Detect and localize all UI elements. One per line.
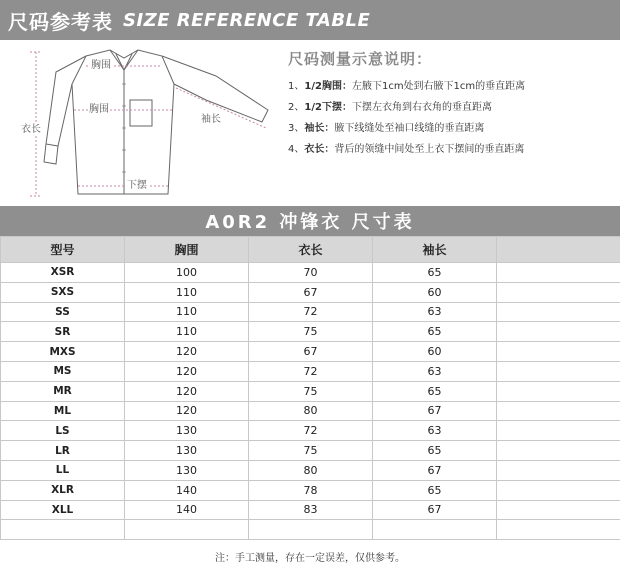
- length-cell: 78: [249, 480, 373, 500]
- size-cell: XLR: [1, 480, 125, 500]
- sleeve-cell: [373, 520, 497, 540]
- empty-cell: [497, 381, 620, 401]
- chest-cell: [125, 520, 249, 540]
- note-item: [288, 123, 614, 135]
- size-cell: ML: [1, 401, 125, 421]
- table-row: [1, 381, 620, 401]
- note-item: [288, 81, 614, 93]
- sleeve-cell: 63: [373, 421, 497, 441]
- column-header: 胸围: [125, 237, 249, 263]
- note-num: 3、: [288, 123, 305, 134]
- header-title-zh: 尺码参考表: [8, 9, 113, 34]
- chest-cell: 100: [125, 263, 249, 283]
- notes-title: 尺码测量示意说明：: [288, 50, 433, 68]
- chest-cell: 120: [125, 361, 249, 381]
- chest-cell: 130: [125, 460, 249, 480]
- empty-cell: [497, 421, 620, 441]
- column-header: 袖长: [373, 237, 497, 263]
- header-title-en: SIZE REFERENCE TABLE: [123, 9, 371, 31]
- empty-cell: [497, 460, 620, 480]
- note-key: 袖长：: [304, 123, 335, 134]
- length-cell: 67: [249, 282, 373, 302]
- sleeve-cell: 60: [373, 342, 497, 362]
- chest-cell: 120: [125, 381, 249, 401]
- empty-cell: [497, 480, 620, 500]
- column-header: 衣长: [249, 237, 373, 263]
- empty-cell: [497, 263, 620, 283]
- table-title: A0R2 冲锋衣 尺寸表: [0, 206, 620, 236]
- table-row: [1, 302, 620, 322]
- table-row: [1, 322, 620, 342]
- size-cell: XSR: [1, 263, 125, 283]
- sleeve-cell: 63: [373, 302, 497, 322]
- sleeve-cell: 67: [373, 500, 497, 520]
- table-row: [1, 421, 620, 441]
- size-cell: [1, 520, 125, 540]
- chest-cell: 130: [125, 441, 249, 461]
- size-cell: MS: [1, 361, 125, 381]
- table-row: [1, 263, 620, 283]
- diagram-label-length: 衣长: [21, 124, 41, 135]
- note-item: [288, 144, 614, 156]
- note-key: 1/2胸围：: [304, 81, 352, 92]
- length-cell: 80: [249, 460, 373, 480]
- header-bar: [0, 0, 620, 40]
- length-cell: 72: [249, 361, 373, 381]
- size-cell: MXS: [1, 342, 125, 362]
- size-cell: LS: [1, 421, 125, 441]
- chest-cell: 110: [125, 282, 249, 302]
- length-cell: 83: [249, 500, 373, 520]
- note-num: 2、: [288, 102, 305, 113]
- table-row: [1, 401, 620, 421]
- length-cell: 75: [249, 441, 373, 461]
- table-row: [1, 480, 620, 500]
- table-row: [1, 441, 620, 461]
- table-row: [1, 500, 620, 520]
- column-header: [497, 237, 620, 263]
- length-cell: 67: [249, 342, 373, 362]
- footnote: 注：手工测量，存在一定误差，仅供参考。: [215, 553, 405, 564]
- length-cell: [249, 520, 373, 540]
- sleeve-cell: 63: [373, 361, 497, 381]
- table-row: [1, 282, 620, 302]
- sleeve-cell: 67: [373, 401, 497, 421]
- shirt-diagram: [6, 44, 276, 204]
- length-cell: 80: [249, 401, 373, 421]
- note-text: 左腋下1cm处到右腋下1cm的垂直距离: [351, 81, 526, 92]
- measurement-notes: [288, 48, 614, 165]
- empty-cell: [497, 322, 620, 342]
- table-row: [1, 460, 620, 480]
- sleeve-cell: 65: [373, 322, 497, 342]
- empty-cell: [497, 361, 620, 381]
- size-table: [0, 236, 620, 540]
- sleeve-cell: 67: [373, 460, 497, 480]
- sleeve-cell: 60: [373, 282, 497, 302]
- size-cell: LR: [1, 441, 125, 461]
- sleeve-cell: 65: [373, 480, 497, 500]
- sleeve-cell: 65: [373, 441, 497, 461]
- empty-cell: [497, 520, 620, 540]
- sleeve-cell: 65: [373, 263, 497, 283]
- diagram-label-hem: 下摆: [127, 180, 147, 191]
- note-key: 1/2下摆：: [304, 102, 352, 113]
- size-cell: SR: [1, 322, 125, 342]
- diagram-label-chest-top: 胸围: [91, 60, 111, 71]
- length-cell: 72: [249, 421, 373, 441]
- length-cell: 75: [249, 322, 373, 342]
- size-cell: SXS: [1, 282, 125, 302]
- table-header-row: [1, 237, 620, 263]
- note-item: [288, 102, 614, 114]
- empty-cell: [497, 441, 620, 461]
- note-text: 背后的领缝中间处至上衣下摆间的垂直距离: [334, 144, 525, 155]
- column-header: 型号: [1, 237, 125, 263]
- empty-cell: [497, 342, 620, 362]
- length-cell: 75: [249, 381, 373, 401]
- size-cell: XLL: [1, 500, 125, 520]
- chest-cell: 110: [125, 302, 249, 322]
- size-cell: MR: [1, 381, 125, 401]
- chest-cell: 130: [125, 421, 249, 441]
- diagram-label-chest-mid: 胸围: [89, 104, 109, 115]
- table-row: [1, 361, 620, 381]
- empty-cell: [497, 282, 620, 302]
- note-num: 4、: [288, 144, 305, 155]
- table-row: [1, 520, 620, 540]
- chest-cell: 110: [125, 322, 249, 342]
- chest-cell: 120: [125, 342, 249, 362]
- note-text: 下摆左衣角到右衣角的垂直距离: [351, 102, 492, 113]
- chest-cell: 140: [125, 480, 249, 500]
- empty-cell: [497, 500, 620, 520]
- note-text: 腋下线缝处至袖口线缝的垂直距离: [334, 123, 485, 134]
- size-cell: SS: [1, 302, 125, 322]
- empty-cell: [497, 401, 620, 421]
- note-num: 1、: [288, 81, 305, 92]
- table-row: [1, 342, 620, 362]
- size-cell: LL: [1, 460, 125, 480]
- diagram-label-sleeve: 袖长: [201, 114, 221, 125]
- chest-cell: 120: [125, 401, 249, 421]
- note-key: 衣长：: [304, 144, 335, 155]
- chest-cell: 140: [125, 500, 249, 520]
- length-cell: 72: [249, 302, 373, 322]
- length-cell: 70: [249, 263, 373, 283]
- sleeve-cell: 65: [373, 381, 497, 401]
- empty-cell: [497, 302, 620, 322]
